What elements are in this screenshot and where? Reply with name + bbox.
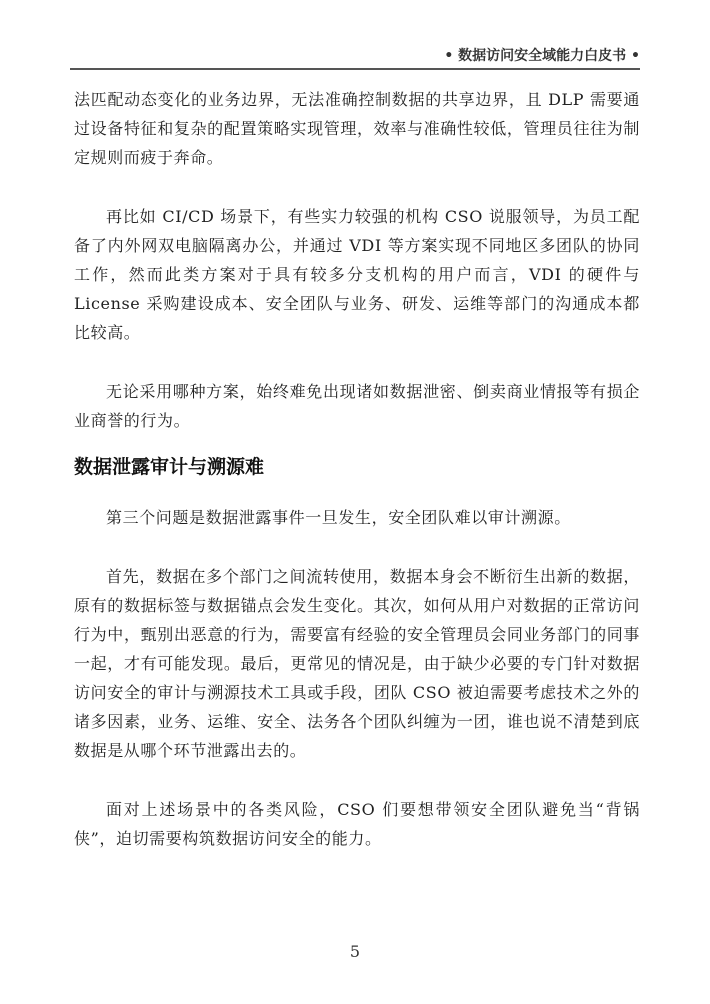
page-number: 5: [349, 942, 361, 961]
paragraph-gap: [74, 172, 640, 202]
paragraph-third-problem: 第三个问题是数据泄露事件一旦发生，安全团队难以审计溯源。: [106, 508, 571, 527]
page-body: [74, 85, 640, 853]
paragraph-summary: 无论采用哪种方案，始终难免出现诸如数据泄密、倒卖商业情报等有损企业商誉的行为。: [74, 382, 640, 430]
paragraph-gap: [74, 532, 640, 562]
paragraph-cicd: 再比如 CI/CD 场景下，有些实力较强的机构 CSO 说服领导，为员工配备了内外网双电脑隔离办公，并通过 VDI 等方案实现不同地区多团队的协同工作，然而此类方案对于具有较多分支机构的用户而言，VDI 的硬件与 License 采购建设成本、安全团队与业务、研发、运维等部门的沟通成本都比较高。: [74, 207, 640, 342]
paragraph-gap: [74, 765, 640, 795]
section-heading: 数据泄露审计与溯源难: [74, 456, 265, 478]
running-header: • 数据访问安全域能力白皮书 •: [444, 48, 640, 64]
paragraph-gap: [74, 347, 640, 377]
paragraph-details: 首先，数据在多个部门之间流转使用，数据本身会不断衍生出新的数据，原有的数据标签与数据锚点会发生变化。其次，如何从用户对数据的正常访问行为中，甄别出恶意的行为，需要富有经验的安全管理员会同业务部门的同事一起，才有可能发现。最后，更常见的情况是，由于缺少必要的专门针对数据访问安全的审计与溯源技术工具或手段，团队 CSO 被迫需要考虑技术之外的诸多因素，业务、运维、安全、法务各个团队纠缠为一团，谁也说不清楚到底数据是从哪个环节泄露出去的。: [74, 567, 640, 760]
paragraph-continued: 法匹配动态变化的业务边界，无法准确控制数据的共享边界，且 DLP 需要通过设备特征和复杂的配置策略实现管理，效率与准确性较低，管理员往往为制定规则而疲于奔命。: [74, 90, 640, 167]
paragraph-conclusion: 面对上述场景中的各类风险，CSO 们要想带领安全团队避免当“背锅侠”，迫切需要构筑数据访问安全的能力。: [74, 800, 640, 848]
header-rule: [70, 68, 640, 70]
